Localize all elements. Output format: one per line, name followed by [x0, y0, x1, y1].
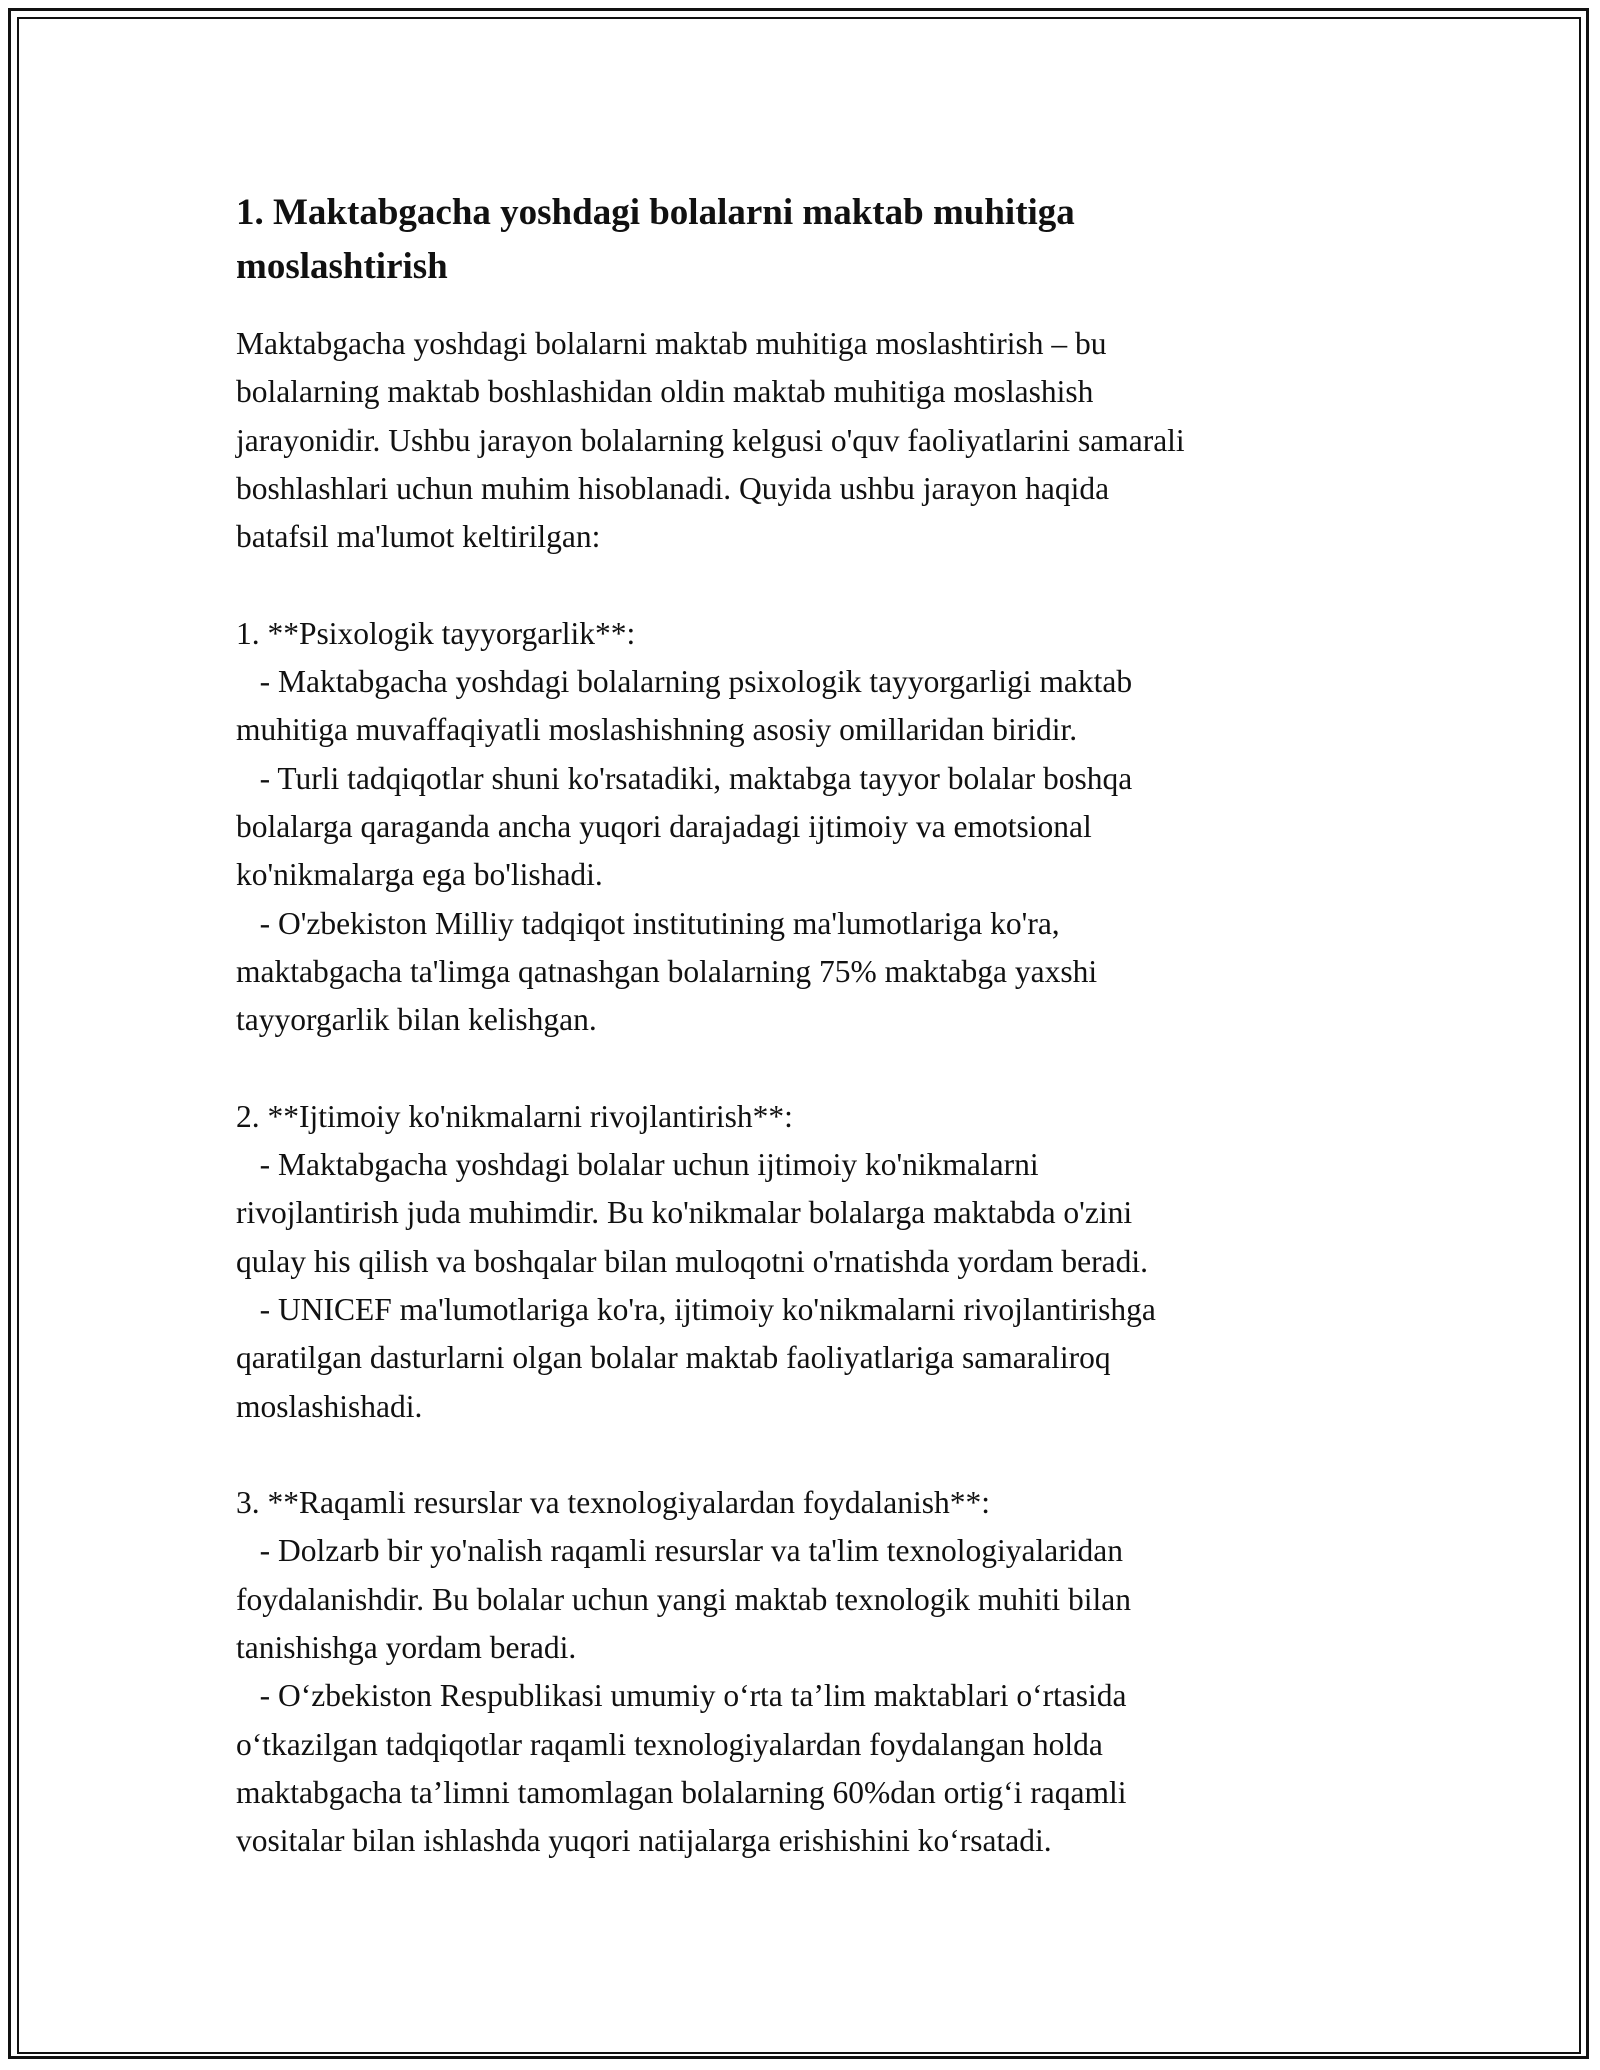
intro-paragraph: [236, 320, 1366, 561]
text-line: moslashishadi.: [236, 1388, 423, 1424]
text-line: - Turli tadqiqotlar shuni ko'rsatadiki, maktabga tayyor bolalar boshqa: [236, 760, 1133, 796]
text-line: maktabgacha ta'limga qatnashgan bolalarning 75% maktabga yaxshi: [236, 953, 1098, 989]
paragraph-spacer: [236, 1431, 1366, 1479]
document-title: [236, 186, 1366, 294]
title-line: moslashtirish: [236, 246, 448, 287]
text-line: qaratilgan dasturlarni olgan bolalar maktab faoliyatlariga samaraliroq: [236, 1340, 1111, 1376]
text-line: tanishishga yordam beradi.: [236, 1630, 577, 1666]
text-line: - UNICEF ma'lumotlariga ko'ra, ijtimoiy ko'nikmalarni rivojlantirishga: [236, 1291, 1156, 1327]
text-line: - Maktabgacha yoshdagi bolalar uchun ijtimoiy ko'nikmalarni: [236, 1147, 1039, 1183]
section-ijtimoiy: [236, 1093, 1366, 1431]
paragraph-spacer: [236, 1044, 1366, 1092]
title-line: 1. Maktabgacha yoshdagi bolalarni maktab muhitiga: [236, 192, 1075, 233]
text-line: - Maktabgacha yoshdagi bolalarning psixologik tayyorgarligi maktab: [236, 664, 1133, 700]
text-line: - O‘zbekiston Respublikasi umumiy o‘rta ta’lim maktablari o‘rtasida: [236, 1678, 1127, 1714]
text-line: foydalanishdir. Bu bolalar uchun yangi maktab texnologik muhiti bilan: [236, 1581, 1131, 1617]
text-line: rivojlantirish juda muhimdir. Bu ko'nikmalar bolalarga maktabda o'zini: [236, 1195, 1133, 1231]
text-line: bolalarga qaraganda ancha yuqori darajadagi ijtimoiy va emotsional: [236, 808, 1092, 844]
section-raqamli: [236, 1479, 1366, 1865]
section-heading: 1. **Psixologik tayyorgarlik**:: [236, 615, 636, 651]
document-body: [236, 186, 1366, 1866]
text-line: boshlashlari uchun muhim hisoblanadi. Quyida ushbu jarayon haqida: [236, 470, 1110, 506]
text-line: Maktabgacha yoshdagi bolalarni maktab muhitiga moslashtirish – bu: [236, 326, 1107, 361]
section-heading: 3. **Raqamli resurslar va texnologiyalardan foydalanish**:: [236, 1485, 991, 1521]
text-line: batafsil ma'lumot keltirilgan:: [236, 519, 601, 555]
text-line: muhitiga muvaffaqiyatli moslashishning asosiy omillaridan biridir.: [236, 712, 1078, 748]
section-psixologik: [236, 610, 1366, 1045]
text-line: bolalarning maktab boshlashidan oldin maktab muhitiga moslashish: [236, 374, 1094, 410]
text-line: - Dolzarb bir yo'nalish raqamli resurslar va ta'lim texnologiyalaridan: [236, 1533, 1123, 1569]
text-line: maktabgacha ta’limni tamomlagan bolalarning 60%dan ortig‘i raqamli: [236, 1774, 1127, 1810]
text-line: ko'nikmalarga ega bo'lishadi.: [236, 857, 603, 893]
text-line: qulay his qilish va boshqalar bilan muloqotni o'rnatishda yordam beradi.: [236, 1243, 1149, 1279]
paragraph-spacer: [236, 561, 1366, 609]
text-line: - O'zbekiston Milliy tadqiqot institutining ma'lumotlariga ko'ra,: [236, 905, 1060, 941]
text-line: jarayonidir. Ushbu jarayon bolalarning kelgusi o'quv faoliyatlarini samarali: [236, 422, 1185, 458]
text-line: o‘tkazilgan tadqiqotlar raqamli texnologiyalardan foydalangan holda: [236, 1726, 1103, 1762]
text-line: vositalar bilan ishlashda yuqori natijalarga erishishini ko‘rsatadi.: [236, 1823, 1052, 1859]
section-heading: 2. **Ijtimoiy ko'nikmalarni rivojlantirish**:: [236, 1098, 793, 1134]
text-line: tayyorgarlik bilan kelishgan.: [236, 1002, 597, 1038]
